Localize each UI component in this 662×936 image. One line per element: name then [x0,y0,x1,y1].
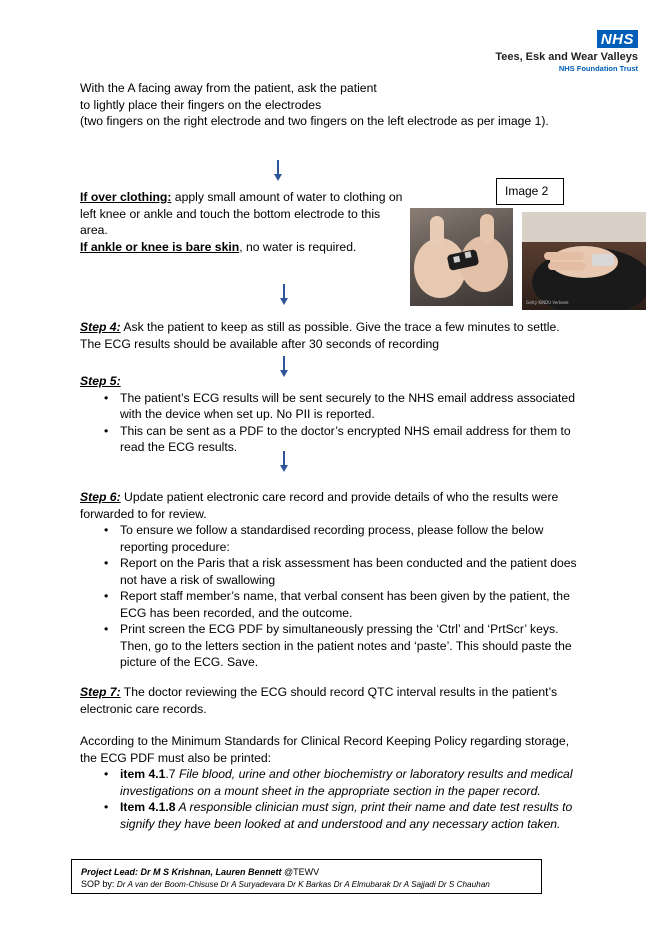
bullet-icon: • [104,556,109,570]
photo-credit: Getty KINDU Verbeek [526,300,569,305]
bullet-icon: • [104,767,109,781]
step-7-label: Step 7: [80,685,121,699]
down-arrow-icon [274,160,282,182]
clothing-text: apply small amount of water to clothing on [171,190,403,204]
bullet-text: Print screen the ECG PDF by simultaneously pressing the ‘Ctrl’ and ‘PrtScr’ keys. [120,622,559,636]
bullet-icon: • [104,622,109,636]
step-7-text: electronic care records. [80,701,207,716]
step-6-label: Step 6: [80,490,121,504]
bullet-text: The patient’s ECG results will be sent securely to the NHS email address associated [120,390,575,405]
step-7-section [80,684,640,717]
step-4-label: Step 4: [80,320,121,334]
bullet-icon: • [104,523,109,537]
project-lead: Project Lead: Dr M S Krishnan, Lauren Bennett [81,867,282,877]
bullet-text: This can be sent as a PDF to the doctor’s encrypted NHS email address for them to [120,423,571,438]
item-text: A responsible clinician must sign, print their name and date test results to [175,800,573,814]
bullet-text: not have a risk of swallowing [120,572,276,587]
over-clothing-label: If over clothing: [80,190,172,204]
list-item [80,423,640,456]
list-item [80,766,640,799]
step-4-text: Ask the patient to keep as still as possible. Give the trace a few minutes to settle. [120,320,560,334]
trust-name: Tees, Esk and Wear Valleys [495,50,638,63]
standards-text: According to the Minimum Standards for Clinical Record Keeping Policy regarding storage, [80,734,570,748]
list-item [80,390,640,423]
bullet-text: Report staff member’s name, that verbal consent has been given by the patient, the [120,589,570,603]
list-item [80,588,640,621]
list-item [80,799,640,832]
bullet-text: picture of the ECG. Save. [120,655,259,669]
intro-line: (two fingers on the right electrode and two fingers on the left electrode as per image 1). [80,114,549,128]
step-6-text: forwarded to for review. [80,506,207,521]
step-7-text: The doctor reviewing the ECG should record QTC interval results in the patient’s [120,685,558,699]
intro-paragraph [80,80,600,130]
step-5-section [80,373,640,456]
bullet-text: reporting procedure: [120,539,230,554]
intro-line: With the A facing away from the patient, ask the patient [80,81,377,95]
standards-bullets [80,766,640,832]
bare-skin-text: , no water is required. [239,239,357,254]
sop-authors: Dr A van der Boom-Chisuse Dr A Suryadevara Dr K Barkas Dr A Elmubarak Dr A Sajjadi Dr S Chauhan [116,880,490,889]
clothing-text: left knee or ankle and touch the bottom electrode to this [80,206,381,221]
clothing-instructions [80,189,410,255]
list-item [80,555,640,588]
item-text: signify they have been looked at and understood and any necessary action taken. [120,816,561,831]
list-item [80,522,640,555]
photo-fingers-on-electrodes [410,208,513,306]
item-4-1-7-label: item 4.1 [120,767,166,781]
standards-section [80,733,640,832]
image-caption: Image 2 [496,178,564,205]
hands-holding-device-illustration [410,208,513,306]
down-arrow-icon [280,451,288,473]
step-5-bullets [80,390,640,456]
nhs-trust-logo [438,30,638,73]
bullet-icon: • [104,589,109,603]
step-5-label: Step 5: [80,374,121,388]
bullet-icon: • [104,800,109,814]
bullet-text: read the ECG results. [120,440,238,454]
bullet-icon: • [104,390,109,405]
knee-device-illustration [522,212,646,310]
bullet-text: To ensure we follow a standardised recording process, please follow the below [120,523,544,537]
down-arrow-icon [280,284,288,306]
bullet-text: Report on the Paris that a risk assessment has been conducted and the patient does [120,556,577,570]
step-6-section [80,489,640,671]
step-6-bullets [80,522,640,671]
item-text: File blood, urine and other biochemistry or laboratory results and medical [178,767,573,781]
bullet-icon: • [104,423,109,438]
item-number-suffix: .7 [165,767,179,781]
photo-device-on-knee [522,212,646,310]
bullet-text: ECG has been recorded, and the outcome. [120,605,353,620]
twitter-handle: @TEWV [281,867,320,877]
list-item [80,621,640,671]
bullet-text: Then, go to the letters section in the patient notes and ‘paste’. This should paste the [120,638,572,653]
intro-line: to lightly place their fingers on the electrodes [80,97,322,112]
trust-subtitle: NHS Foundation Trust [558,63,638,73]
footer-credits [71,859,542,894]
step-4-section [80,319,640,352]
sop-label: SOP by: [81,879,117,889]
bare-skin-label: If ankle or knee is bare skin [80,239,240,254]
standards-text: the ECG PDF must also be printed: [80,750,272,765]
clothing-text: area. [80,223,108,237]
nhs-badge: NHS [597,30,638,48]
step-4-text: The ECG results should be available after 30 seconds of recording [80,336,440,351]
item-4-1-8-label: Item 4.1.8 [120,800,176,814]
step-6-text: Update patient electronic care record and provide details of who the results were [120,490,559,504]
item-text: investigations on a mount sheet in the appropriate section in the paper record. [120,783,541,798]
bullet-text: with the device when set up. No PII is reported. [120,407,375,421]
